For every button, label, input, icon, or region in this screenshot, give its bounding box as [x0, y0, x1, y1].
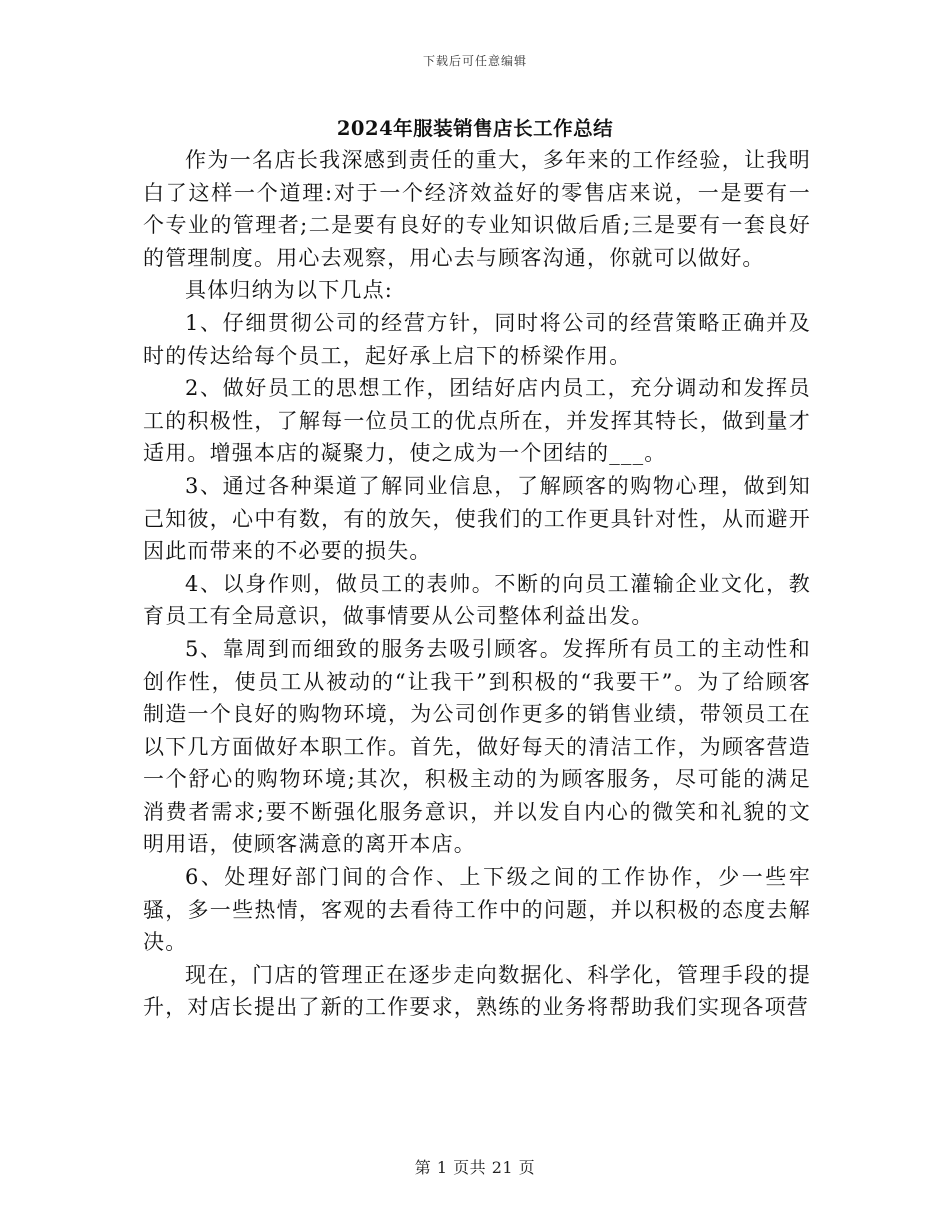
paragraph-intro: 作为一名店长我深感到责任的重大，多年来的工作经验，让我明白了这样一个道理:对于一个经济效益好的零售店来说，一是要有一个专业的管理者;二是要有良好的专业知识做后盾;三是要有一套良好的管理制度。用心去观察，用心去与顾客沟通，你就可以做好。: [143, 148, 811, 270]
document-body: [143, 144, 811, 1024]
paragraph-point-3: 3、通过各种渠道了解同业信息，了解顾客的购物心理，做到知己知彼，心中有数，有的放矢，使我们的工作更具针对性，从而避开因此而带来的不必要的损失。: [143, 473, 811, 564]
page-number-footer: 第 1 页共 21 页: [414, 1158, 536, 1177]
download-note: 下载后可任意编辑: [422, 54, 527, 68]
paragraph-point-2: 2、做好员工的思想工作，团结好店内员工，充分调动和发挥员工的积极性，了解每一位员工的优点所在，并发挥其特长，做到量才适用。增强本店的凝聚力，使之成为一个团结的___。: [143, 376, 811, 466]
paragraph-point-1: 1、仔细贯彻公司的经营方针，同时将公司的经营策略正确并及时的传达给每个员工，起好承上启下的桥梁作用。: [143, 310, 811, 368]
paragraph-summary-lead: 具体归纳为以下几点:: [185, 278, 394, 303]
document-title: 2024年服装销售店长工作总结: [336, 117, 614, 140]
paragraph-point-4: 4、以身作则，做员工的表帅。不断的向员工灌输企业文化，教育员工有全局意识，做事情要从公司整体利益出发。: [143, 571, 811, 629]
paragraph-closing: 现在，门店的管理正在逐步走向数据化、科学化，管理手段的提升，对店长提出了新的工作要求，熟练的业务将帮助我们实现各项营: [143, 962, 811, 1020]
paragraph-point-6: 6、处理好部门间的合作、上下级之间的工作协作，少一些牢骚，多一些热情，客观的去看待工作中的问题，并以积极的态度去解决。: [143, 865, 811, 955]
paragraph-point-5: 5、靠周到而细致的服务去吸引顾客。发挥所有员工的主动性和创作性，使员工从被动的“让我干”到积极的“我要干”。为了给顾客制造一个良好的购物环境，为公司创作更多的销售业绩，带领员工在以下几方面做好本职工作。首先，做好每天的清洁工作，为顾客营造一个舒心的购物环境;其次，积极主动的为顾客服务，尽可能的满足消费者需求;要不断强化服务意识，并以发自内心的微笑和礼貌的文明用语，使顾客满意的离开本店。: [143, 636, 811, 857]
